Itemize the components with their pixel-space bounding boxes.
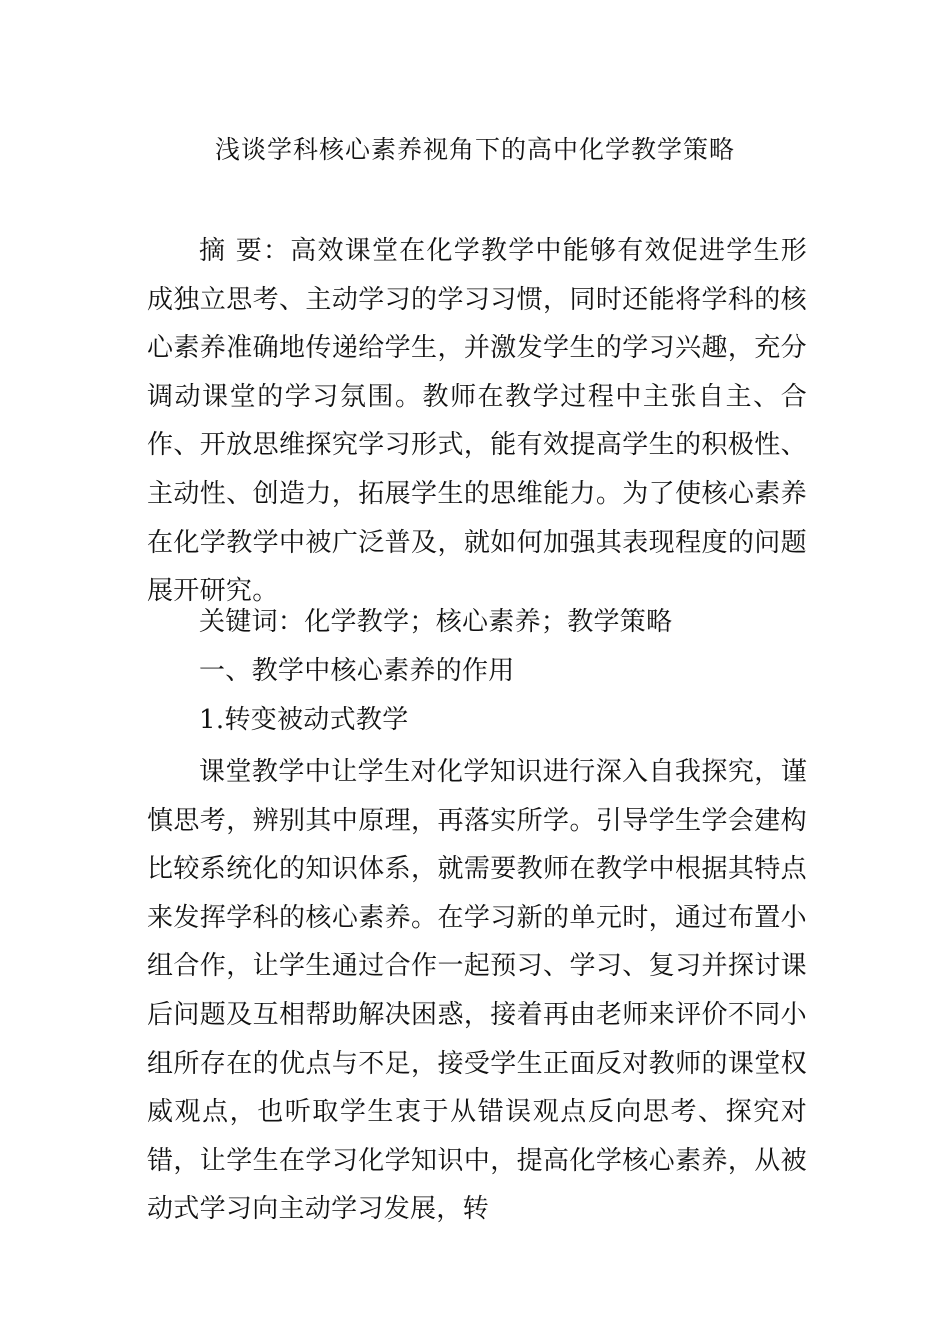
keywords-line: 关键词：化学教学；核心素养；教学策略 (199, 607, 673, 637)
document-title: 浅谈学科核心素养视角下的高中化学教学策略 (214, 135, 735, 164)
subsection-heading: 1.转变被动式教学 (199, 705, 409, 735)
body-paragraph: 课堂教学中让学生对化学知识进行深入自我探究，谨慎思考，辨别其中原理，再落实所学。引导学生学会建构比较系统化的知识体系，就需要教师在教学中根据其特点来发挥学科的核心素养。在学习新的单元时，通过布置小组合作，让学生通过合作一起预习、学习、复习并探讨课后问题及互相帮助解决困惑，接着再由老师来评价不同小组所存在的优点与不足，接受学生正面反对教师的课堂权威观点，也听取学生衷于从错误观点反向思考、探究对错，让学生在学习化学知识中，提高化学核心素养，从被动式学习向主动学习发展，转 (147, 757, 807, 1225)
section-heading: 一、教学中核心素养的作用 (199, 656, 515, 686)
abstract-paragraph: 摘 要：高效课堂在化学教学中能够有效促进学生形成独立思考、主动学习的学习习惯，同时还能将学科的核心素养准确地传递给学生，并激发学生的学习兴趣，充分调动课堂的学习氛围。教师在教学过程中主张自主、合作、开放思维探究学习形式，能有效提高学生的积极性、主动性、创造力，拓展学生的思维能力。为了使核心素养在化学教学中被广泛普及，就如何加强其表现程度的问题展开研究。 (147, 236, 807, 607)
